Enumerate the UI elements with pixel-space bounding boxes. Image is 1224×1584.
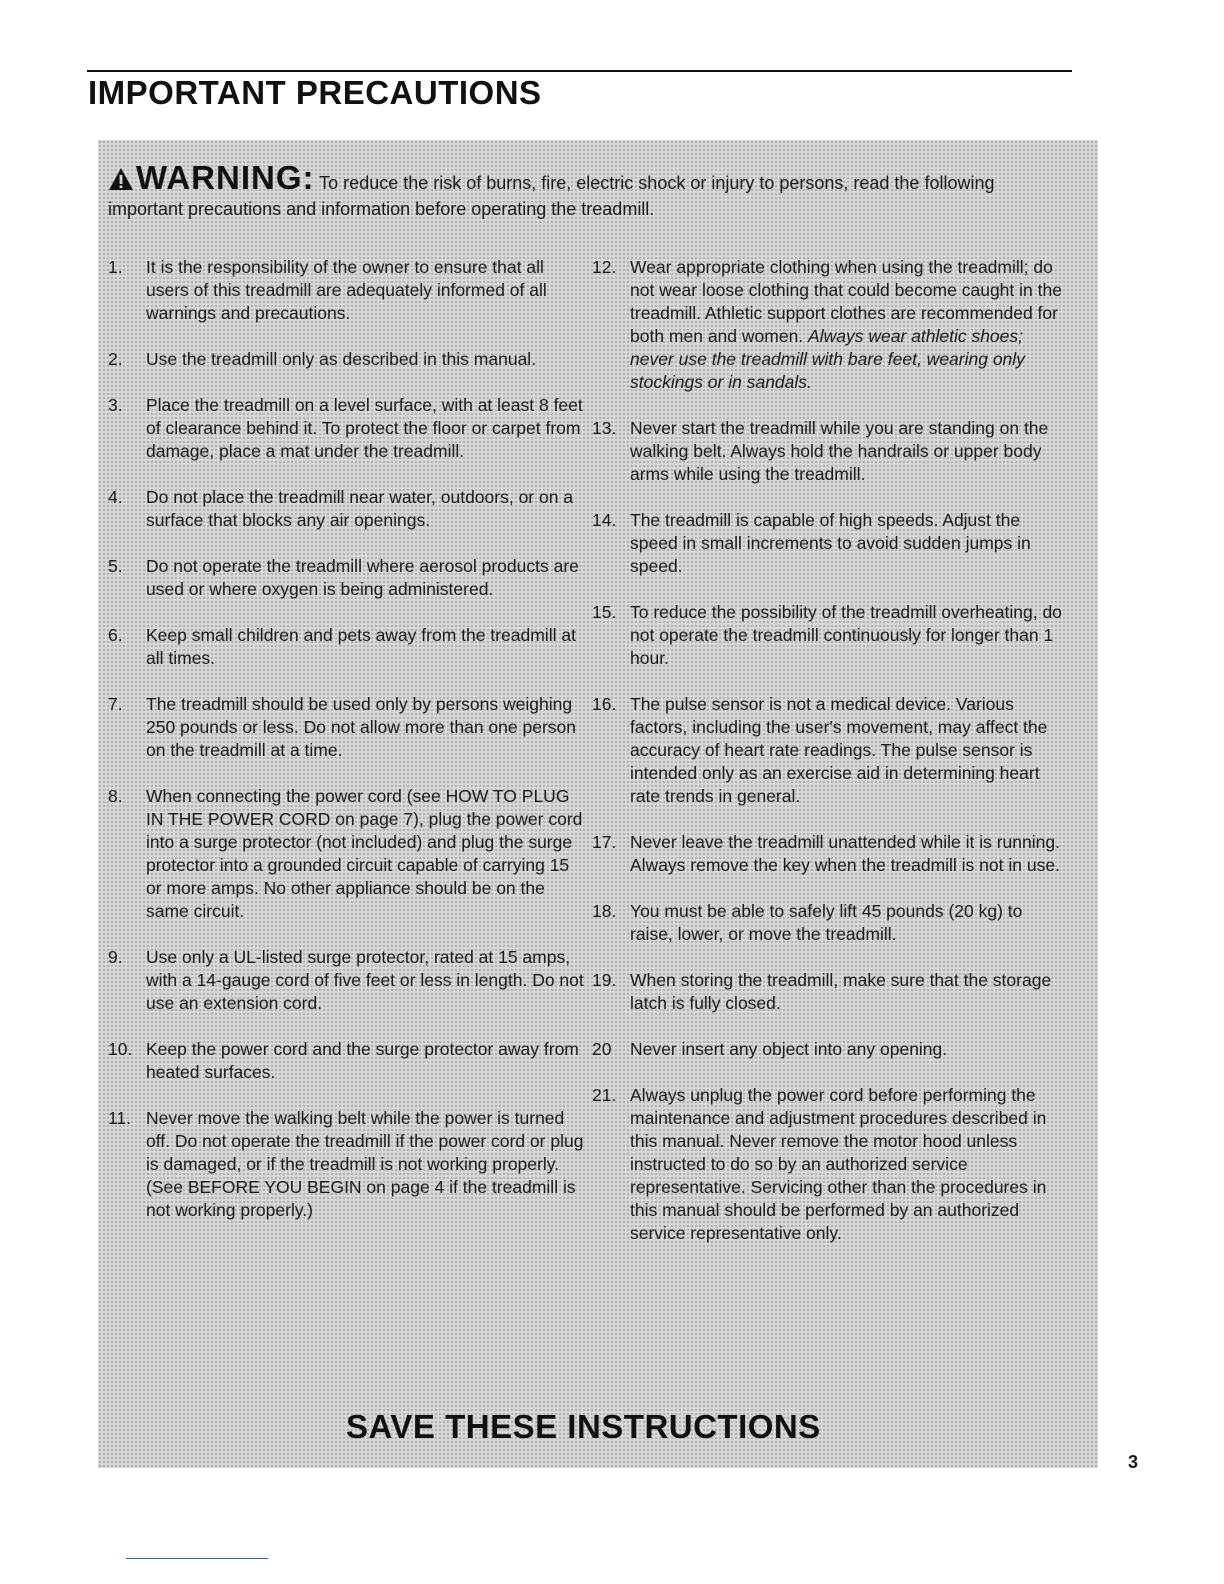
item-number: 1. bbox=[108, 257, 123, 277]
page-title: IMPORTANT PRECAUTIONS bbox=[88, 74, 542, 111]
item-number: 19. bbox=[592, 970, 617, 990]
item-number: 5. bbox=[108, 556, 123, 576]
precaution-item bbox=[592, 969, 1062, 1015]
item-number: 7. bbox=[108, 694, 123, 714]
precaution-item bbox=[108, 946, 588, 1015]
item-text: When storing the treadmill, make sure that the storage latch is fully closed. bbox=[630, 970, 1052, 1013]
item-number: 10. bbox=[108, 1039, 133, 1059]
header-rule bbox=[87, 70, 1072, 72]
item-number: 4. bbox=[108, 487, 123, 507]
item-text: The treadmill is capable of high speeds. Adjust the speed in small increments to avoid sudden jumps in speed. bbox=[630, 510, 1031, 576]
item-number: 9. bbox=[108, 947, 123, 967]
precaution-item bbox=[592, 831, 1062, 877]
precaution-item bbox=[108, 256, 588, 325]
item-number: 17. bbox=[592, 832, 617, 852]
save-instructions-title: SAVE THESE INSTRUCTIONS bbox=[346, 1408, 821, 1445]
precaution-item bbox=[108, 785, 588, 923]
item-text: It is the responsibility of the owner to ensure that all users of this treadmill are adequately informed of all warnings and precautions. bbox=[146, 257, 547, 323]
item-number: 8. bbox=[108, 786, 123, 806]
item-text: Never move the walking belt while the power is turned off. Do not operate the treadmill if the power cord or plug is damaged, or if the treadmill is not working properly. (See BEFORE YOU BEGIN on page 4 if the treadmill is not working properly.) bbox=[146, 1108, 584, 1220]
precaution-item bbox=[592, 256, 1062, 394]
page-number: 3 bbox=[1128, 1452, 1139, 1472]
item-number: 15. bbox=[592, 602, 617, 622]
item-number: 13. bbox=[592, 418, 617, 438]
precautions-left-column bbox=[108, 256, 588, 1222]
item-number: 18. bbox=[592, 901, 617, 921]
item-number: 2. bbox=[108, 349, 123, 369]
precaution-item bbox=[592, 1084, 1062, 1245]
item-text: Use the treadmill only as described in this manual. bbox=[146, 349, 537, 369]
item-text: Keep small children and pets away from the treadmill at all times. bbox=[146, 625, 576, 668]
footer-rule bbox=[126, 1558, 268, 1559]
precaution-item bbox=[108, 555, 588, 601]
item-text: Keep the power cord and the surge protector away from heated surfaces. bbox=[146, 1039, 579, 1082]
item-text: Place the treadmill on a level surface, with at least 8 feet of clearance behind it. To protect the floor or carpet from damage, place a mat under the treadmill. bbox=[146, 395, 583, 461]
item-number: 3. bbox=[108, 395, 123, 415]
precaution-item bbox=[108, 693, 588, 762]
item-text: Never leave the treadmill unattended while it is running. Always remove the key when the treadmill is not in use. bbox=[630, 832, 1060, 875]
precaution-item bbox=[108, 1107, 588, 1222]
item-text: Use only a UL-listed surge protector, rated at 15 amps, with a 14-gauge cord of five feet or less in length. Do not use an extension cord. bbox=[146, 947, 584, 1013]
precaution-item bbox=[592, 693, 1062, 808]
item-text: You must be able to safely lift 45 pounds (20 kg) to raise, lower, or move the treadmill. bbox=[630, 901, 1023, 944]
item-text: When connecting the power cord (see HOW TO PLUG IN THE POWER CORD on page 7), plug the power cord into a surge protector (not included) and plug the surge protector into a grounded circuit capable of carrying 15 or more amps. No other appliance should be on the same circuit. bbox=[146, 786, 583, 921]
warning-triangle-icon bbox=[108, 167, 134, 197]
precaution-item bbox=[592, 601, 1062, 670]
precaution-item bbox=[108, 348, 588, 371]
warning-text: To reduce the risk of burns, fire, electric shock or injury to persons, read the following important precautions and information before operating the treadmill. bbox=[108, 173, 995, 219]
precaution-item bbox=[108, 624, 588, 670]
item-text bbox=[630, 256, 1062, 394]
warning-statement bbox=[108, 159, 1068, 221]
warning-label: WARNING: bbox=[136, 159, 315, 196]
item-number: 21. bbox=[592, 1085, 617, 1105]
precaution-item bbox=[592, 1038, 1062, 1061]
item-number: 11. bbox=[108, 1108, 132, 1128]
item-text: To reduce the possibility of the treadmill overheating, do not operate the treadmill continuously for longer than 1 hour. bbox=[630, 602, 1062, 668]
precaution-item bbox=[592, 509, 1062, 578]
item-text: Never start the treadmill while you are standing on the walking belt. Always hold the handrails or upper body arms while using the treadmill. bbox=[630, 418, 1049, 484]
item-text: The treadmill should be used only by persons weighing 250 pounds or less. Do not allow more than one person on the treadmill at a time. bbox=[146, 694, 576, 760]
precaution-item bbox=[108, 394, 588, 463]
item-text-plain: Wear appropriate clothing when using the treadmill; do not wear loose clothing that could become caught in the treadmill. Athletic support clothes are recommended for both men and women. bbox=[630, 257, 1062, 346]
item-text-emphasis: Always wear athletic shoes; never use the treadmill with bare feet, wearing only stockings or in sandals. bbox=[630, 326, 1025, 392]
item-number: 20 bbox=[592, 1039, 612, 1059]
precautions-right-column bbox=[592, 256, 1062, 1245]
item-text: The pulse sensor is not a medical device. Various factors, including the user's movement, may affect the accuracy of heart rate readings. The pulse sensor is intended only as an exercise aid in determining heart rate trends in general. bbox=[630, 694, 1048, 806]
item-text: Always unplug the power cord before performing the maintenance and adjustment procedures described in this manual. Never remove the motor hood unless instructed to do so by an authorized service representative. Servicing other than the procedures in this manual should be performed by an authorized service representative only. bbox=[630, 1085, 1047, 1243]
item-number: 16. bbox=[592, 694, 617, 714]
precaution-item bbox=[592, 900, 1062, 946]
item-text: Never insert any object into any opening. bbox=[630, 1039, 948, 1059]
item-number: 14. bbox=[592, 510, 617, 530]
precaution-item bbox=[108, 486, 588, 532]
item-text: Do not place the treadmill near water, outdoors, or on a surface that blocks any air openings. bbox=[146, 487, 574, 530]
item-number: 12. bbox=[592, 257, 617, 277]
precaution-item bbox=[592, 417, 1062, 486]
item-number: 6. bbox=[108, 625, 123, 645]
item-text: Do not operate the treadmill where aerosol products are used or where oxygen is being administered. bbox=[146, 556, 579, 599]
precaution-item bbox=[108, 1038, 588, 1084]
